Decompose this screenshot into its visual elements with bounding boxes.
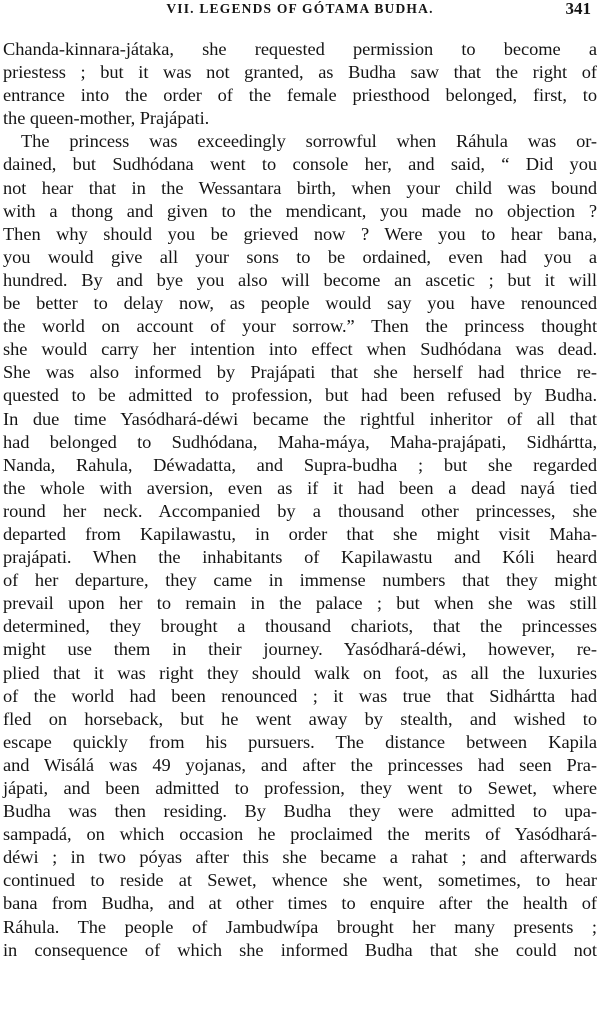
text-line: Ráhula. The people of Jambudwípa brought her many presents ; xyxy=(3,916,597,937)
text-line: sampadá, on which occasion he proclaimed the merits of Yasódhará- xyxy=(3,824,597,845)
text-line: dained, but Sudhódana went to console her, and said, “ Did you xyxy=(3,154,597,175)
running-title: VII. LEGENDS OF GÓTAMA BUDHA. xyxy=(166,1,434,16)
text-line: escape quickly from his pursuers. The distance between Kapila xyxy=(3,731,597,752)
text-line: with a thong and given to the mendicant, you made no objection ? xyxy=(3,200,597,221)
text-line: in consequence of which she informed Budha that she could not xyxy=(3,939,597,960)
text-line: and Wisálá was 49 yojanas, and after the princesses had seen Pra- xyxy=(3,754,597,775)
text-line: jápati, and been admitted to profession, they went to Sewet, where xyxy=(3,778,597,798)
text-line: determined, they brought a thousand chariots, that the princesses xyxy=(3,616,597,637)
text-line: fled on horseback, but he went away by stealth, and wished to xyxy=(3,708,597,729)
text-line: entrance into the order of the female priesthood belonged, first, to xyxy=(3,85,597,106)
text-line: continued to reside at Sewet, whence she went, sometimes, to hear xyxy=(3,870,597,891)
text-line: hundred. By and bye you also will become an ascetic ; but it will xyxy=(3,269,597,290)
text-line: of her departure, they came in immense numbers that they might xyxy=(3,570,597,591)
text-line: had belonged to Sudhódana, Maha-máya, Maha-prajápati, Sidhártta, xyxy=(3,431,597,452)
text-line: prajápati. When the inhabitants of Kapilawastu and Kóli heard xyxy=(3,547,597,568)
text-line: déwi ; in two póyas after this she became a rahat ; and afterwards xyxy=(3,847,597,868)
text-line: plied that it was right they should walk on foot, as all the luxuries xyxy=(3,662,597,683)
running-header xyxy=(3,0,597,24)
text-line: the whole with aversion, even as if it had been a dead nayá tied xyxy=(3,477,597,498)
text-line: bana from Budha, and at other times to enquire after the health of xyxy=(3,893,597,914)
text-line: might use them in their journey. Yasódhará-déwi, however, re- xyxy=(3,639,597,660)
text-line: be better to delay now, as people would say you have renounced xyxy=(3,293,597,314)
text-line: she would carry her intention into effect when Sudhódana was dead. xyxy=(3,339,597,360)
text-line: Nanda, Rahula, Déwadatta, and Supra-budha ; but she regarded xyxy=(3,454,597,475)
text-line: Budha was then residing. By Budha they were admitted to upa- xyxy=(3,801,597,822)
text-line: Chanda-kinnara-játaka, she requested permission to become a xyxy=(3,39,597,59)
text-line: priestess ; but it was not granted, as Budha saw that the right of xyxy=(3,62,597,83)
text-line: prevail upon her to remain in the palace ; but when she was still xyxy=(3,593,597,614)
text-line: round her neck. Accompanied by a thousand other princesses, she xyxy=(3,500,597,521)
text-line: the world on account of your sorrow.” Then the princess thought xyxy=(3,316,597,337)
text-line: She was also informed by Prajápati that she herself had thrice re- xyxy=(3,362,597,383)
text-line: you would give all your sons to be ordained, even had you a xyxy=(3,246,597,267)
body-text xyxy=(3,38,597,962)
page-number: 341 xyxy=(565,0,591,18)
text-line: In due time Yasódhará-déwi became the rightful inheritor of all that xyxy=(3,408,597,429)
text-line: The princess was exceedingly sorrowful when Ráhula was or- xyxy=(21,131,597,152)
text-line: of the world had been renounced ; it was true that Sidhártta had xyxy=(3,685,597,706)
text-line: not hear that in the Wessantara birth, when your child was bound xyxy=(3,177,597,198)
text-line: Then why should you be grieved now ? Were you to hear bana, xyxy=(3,223,597,244)
text-line: the queen-mother, Prajápati. xyxy=(3,108,210,129)
text-line: quested to be admitted to profession, but had been refused by Budha. xyxy=(3,385,597,406)
text-line: departed from Kapilawastu, in order that she might visit Maha- xyxy=(3,523,597,544)
